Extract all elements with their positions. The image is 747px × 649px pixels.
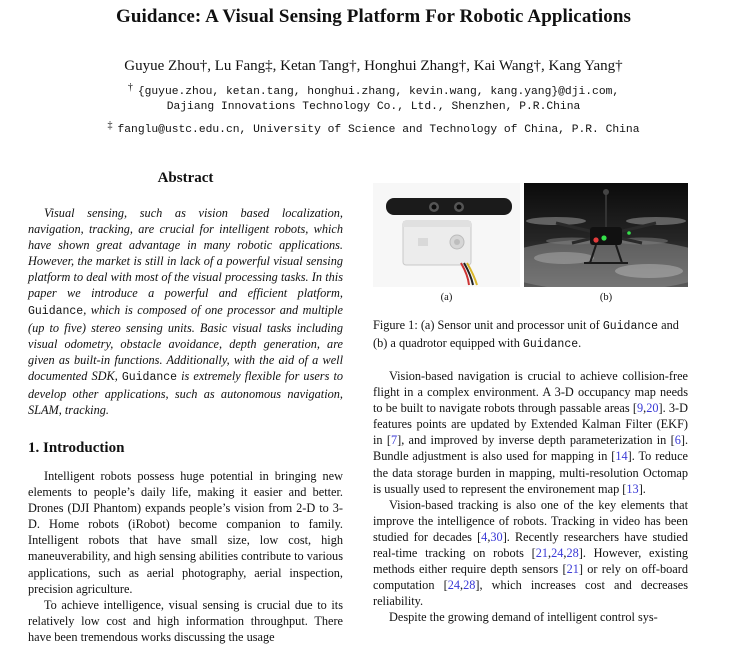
text-span: ] or rely on off-board computation [: [373, 562, 688, 593]
abstract-text-2: , which is composed of one processor and multiple (up to five) stereo sensing units. Basic visual tasks including visual odometry, obstacle avoidance, depth generation, are given as built-in functions. Additionally, with the aid of a well documented SDK,: [28, 302, 343, 383]
text-span: ,: [563, 546, 567, 561]
caption-guidance-1: Guidance: [602, 320, 659, 333]
text-span: ], which increases cost and decreases reliability.: [373, 578, 688, 609]
section-heading-introduction: 1. Introduction: [28, 440, 125, 456]
citation-link[interactable]: 20: [646, 401, 659, 416]
text-span: ]. 3-D features points are updated by Extended Kalman Filter (EKF) in [: [373, 401, 689, 448]
citation-link[interactable]: 14: [615, 449, 628, 464]
citation-link[interactable]: 9: [636, 401, 644, 416]
text-span: ,: [487, 529, 491, 544]
affiliation-line-3: [0, 120, 747, 136]
affiliation-line-1: [0, 82, 747, 98]
citation-link[interactable]: 21: [535, 546, 549, 561]
text-span: ]. Recently researchers have studied real-time tracking on robots [: [373, 529, 689, 561]
introduction-body: [28, 468, 343, 645]
text-span: ]. To reduce the data storage burden in mapping, multi-resolution Octomap is usually used to represent the environement map [: [373, 449, 688, 496]
abstract-guidance-1: Guidance: [28, 304, 84, 318]
quadrotor-illustration: [524, 183, 688, 287]
caption-text-1: Figure 1: (a) Sensor unit and processor unit of: [373, 318, 603, 332]
citation-link[interactable]: 6: [674, 433, 681, 448]
figure-label-b: (b): [599, 292, 613, 303]
citation-link[interactable]: 13: [626, 481, 639, 496]
caption-text-3: .: [578, 336, 582, 351]
citation-link[interactable]: 7: [390, 433, 398, 448]
control-paragraph: Despite the growing demand of intelligent control sys-: [389, 610, 658, 625]
citation-link[interactable]: 24: [447, 578, 460, 593]
paper-title: Guidance: A Visual Sensing Platform For Robotic Applications: [115, 6, 631, 27]
abstract-heading: Abstract: [157, 170, 214, 186]
text-span: ,: [548, 546, 552, 561]
caption-text-2: and (b) a quadrotor equipped with: [373, 318, 679, 351]
abstract-text-1: Visual sensing, such as vision based localization, navigation, tracking, are crucial for intelligent robots, which have shown great advantage in many robotic applications. However, the market is still in lack of a powerful visual sensing platform to deal with most of the visual processing tasks. In this paper we introduce a powerful and efficient platform,: [28, 206, 343, 301]
citation-link[interactable]: 28: [566, 546, 579, 561]
intro-paragraph-1: Intelligent robots possess huge potential in bringing new elements to people’s daily life, making it easier and better. Drones (DJI Phantom) expands people’s vision from 2-D to 3-D. Home robots (iRobot) become companion to family. Intelligent robots that have small size, low cost, high maneuverability, and high sensing abilities contribute to various applications, such as aerial photography, aerial inspection, precision agriculture.: [28, 469, 343, 596]
dagger-mark: †: [127, 82, 133, 93]
tracking-paragraph: [373, 497, 688, 610]
text-span: ]. Bundle adjustment is also used for mapping in [: [373, 433, 689, 464]
right-column-body: [373, 368, 688, 626]
text-span: ], and improved by inverse depth parameterization in [: [397, 433, 675, 448]
text-span: ,: [460, 578, 464, 593]
figure-label-a: (a): [440, 292, 453, 303]
sensor-processor-illustration: [373, 183, 520, 287]
citation-link[interactable]: 4: [481, 529, 488, 544]
navigation-paragraph: [373, 368, 688, 497]
caption-guidance-2: Guidance: [522, 338, 579, 352]
citation-link[interactable]: 28: [463, 578, 476, 593]
text-span: ,: [643, 401, 647, 416]
double-dagger-mark: ‡: [107, 120, 113, 131]
abstract-body: [28, 205, 343, 418]
figure-quadrotor-photo: [524, 183, 688, 287]
affiliation-ustc: fanglu@ustc.edu.cn, University of Science and Technology of China, P.R. China: [117, 124, 640, 136]
figure-sensor-processor-photo: [373, 183, 520, 287]
citation-link[interactable]: 24: [551, 546, 564, 561]
figure-caption: [373, 317, 688, 353]
text-span: Vision-based navigation is crucial to achieve collision-free flight in a complex environment. A 3-D occupancy map needs to be built to navigate robots through passable areas [: [373, 369, 688, 416]
text-span: Vision-based tracking is also one of the key elements that improve the intelligence of robots. Tracking in video has been studied for decades [: [373, 497, 688, 544]
citation-link[interactable]: 30: [490, 529, 503, 544]
abstract-guidance-2: Guidance: [121, 370, 178, 384]
abstract-text-3: is extremely flexible for users to develop other applications, such as autonomous navigation, SLAM, tracking.: [28, 368, 344, 418]
affiliation-line-2: Dajiang Innovations Technology Co., Ltd., Shenzhen, P.R.China: [166, 101, 581, 113]
text-span: ]. However, existing methods either require depth sensors [: [373, 546, 688, 577]
author-list: Guyue Zhou†, Lu Fang‡, Ketan Tang†, Honghui Zhang†, Kai Wang†, Kang Yang†: [124, 58, 623, 74]
text-span: ].: [638, 481, 646, 496]
affiliation-emails: {guyue.zhou, ketan.tang, honghui.zhang, kevin.wang, kang.yang}@dji.com,: [137, 86, 620, 98]
intro-paragraph-2: To achieve intelligence, visual sensing is crucial due to its relatively low cost and high information throughput. There have been tremendous works discussing the usage: [28, 597, 343, 644]
citation-link[interactable]: 21: [566, 562, 579, 577]
